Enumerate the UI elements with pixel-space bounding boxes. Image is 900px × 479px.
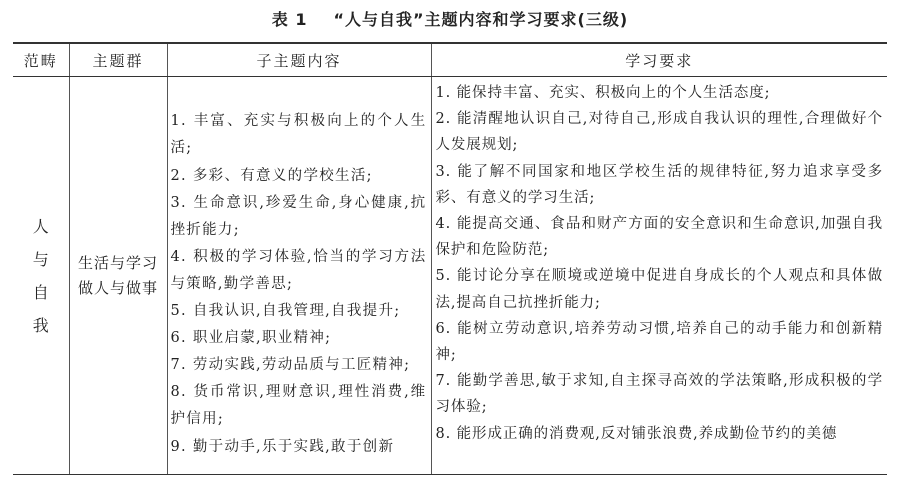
table-number: 表 1 (271, 10, 308, 29)
table-title: “人与自我”主题内容和学习要求(三级) (333, 10, 629, 29)
subtopic-item: 2. 多彩、有意义的学校生活; (170, 167, 373, 184)
table-caption (0, 6, 900, 34)
subtopic-item: 9. 勤于动手,乐于实践,敢于创新 (170, 438, 395, 455)
header-subtopics: 子主题内容 (167, 43, 431, 77)
domain-char: 与 (32, 249, 49, 269)
header-row (13, 43, 887, 77)
subtopic-item: 1. 丰富、充实与积极向上的个人生活; (170, 113, 427, 157)
requirement-item: 2. 能清醒地认识自己,对待自己,形成自我认识的理性,合理做好个人发展规划; (435, 111, 883, 154)
requirement-item: 6. 能树立劳动意识,培养劳动习惯,培养自己的动手能力和创新精神; (435, 320, 883, 364)
requirement-item: 3. 能了解不同国家和地区学校生活的规律特征,努力追求享受多彩、有意义的学习生活; (435, 163, 883, 206)
requirement-item: 4. 能提高交通、食品和财产方面的安全意识和生命意识,加强自我保护和危险防范; (435, 216, 883, 259)
header-domain: 范畴 (13, 43, 69, 77)
subtopic-item: 5. 自我认识,自我管理,自我提升; (170, 303, 401, 320)
subtopic-item: 3. 生命意识,珍爱生命,身心健康,抗挫折能力; (170, 194, 427, 238)
requirement-item: 5. 能讨论分享在顺境或逆境中促进自身成长的个人观点和具体做法,提高自己抗挫折能力; (435, 268, 883, 311)
domain-char: 我 (32, 315, 49, 335)
theme-table (13, 42, 887, 475)
requirement-item: 7. 能勤学善思,敏于求知,自主探寻高效的学法策略,形成积极的学习体验; (435, 373, 883, 416)
header-requirements: 学习要求 (431, 43, 887, 77)
requirement-item: 1. 能保持丰富、充实、积极向上的个人生活态度; (435, 85, 771, 101)
domain-char: 自 (32, 282, 49, 302)
theme-group-item: 生活与学习 (77, 253, 158, 272)
subtopic-item: 8. 货币常识,理财意识,理性消费,维护信用; (170, 384, 427, 428)
subtopic-item: 4. 积极的学习体验,恰当的学习方法与策略,勤学善思; (170, 248, 427, 292)
subtopics-cell (167, 77, 431, 475)
requirement-list (432, 77, 888, 447)
subtopic-item: 7. 劳动实践,劳动品质与工匠精神; (170, 357, 411, 374)
theme-group-item: 做人与做事 (77, 278, 158, 297)
theme-group-cell (69, 77, 167, 475)
subtopic-list (168, 90, 431, 460)
table-row (13, 77, 887, 475)
subtopic-item: 6. 职业启蒙,职业精神; (170, 330, 332, 347)
domain-cell (13, 77, 69, 475)
requirement-item: 8. 能形成正确的消费观,反对铺张浪费,养成勤俭节约的美德 (435, 425, 838, 442)
domain-char: 人 (32, 216, 49, 236)
header-theme-group: 主题群 (69, 43, 167, 77)
requirements-cell (431, 77, 887, 475)
